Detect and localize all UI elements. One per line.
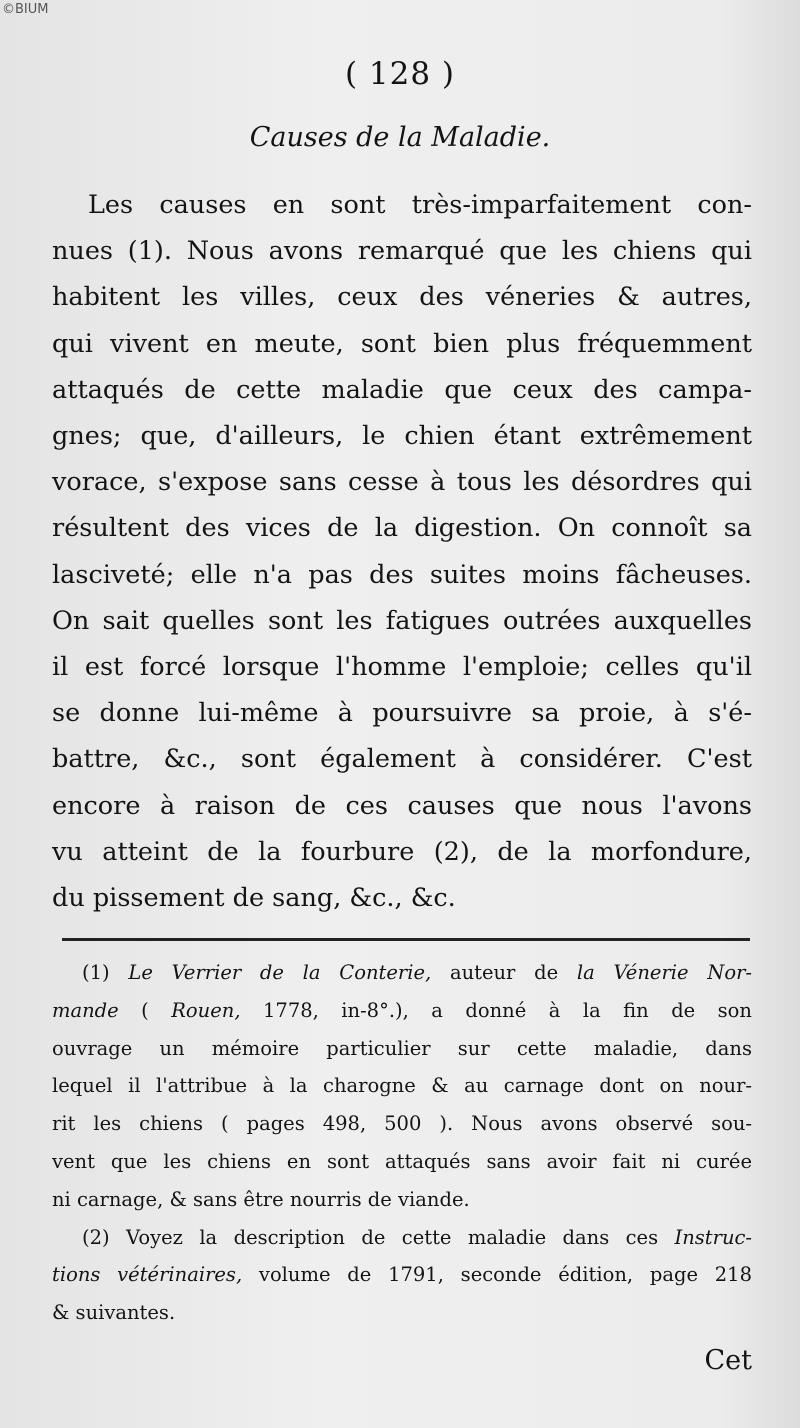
footnote-1-text: 1778, in-8°.), a donné à la fin de son (263, 998, 752, 1022)
footnote-1-line: lequel il l'attribue à la charogne & au carnage dont on nour- (52, 1074, 752, 1098)
footnote-2-marker: (2) (82, 1225, 110, 1249)
footnote-2-title: Instruc- (674, 1225, 753, 1249)
footnote-2-title-end: tions vétérinaires, (52, 1263, 243, 1287)
library-watermark: ©BIUM (2, 2, 49, 17)
text-line: nues (1). Nous avons remarqué que les chiens qui (52, 236, 752, 267)
text-line: se donne lui-même à poursuivre sa proie, à s'é- (52, 698, 752, 729)
text-line: qui vivent en meute, sont bien plus fréquemment (52, 328, 752, 359)
footnote-1-book-title-end: mande (52, 998, 119, 1022)
footnote-2-line (52, 1256, 752, 1294)
text-line: il est forcé lorsque l'homme l'emploie; celles qu'il (52, 652, 752, 683)
footnotes (52, 954, 752, 1332)
text-line: Les causes en sont très-imparfaitement con- (88, 190, 752, 220)
footnote-1-city: Rouen, (171, 998, 241, 1022)
text-line: gnes; que, d'ailleurs, le chien étant extrêmement (52, 421, 752, 452)
catchword: Cet (704, 1345, 752, 1376)
footnote-1-line: ouvrage un mémoire particulier sur cette maladie, dans (52, 1036, 752, 1060)
text-line: lasciveté; elle n'a pas des suites moins fâcheuses. (52, 559, 752, 590)
footnote-1-line: rit les chiens ( pages 498, 500 ). Nous avons observé sou- (52, 1112, 752, 1136)
text-line: résultent des vices de la digestion. On connoît sa (52, 513, 752, 544)
footnote-1-line (52, 954, 752, 992)
text-line: habitent les villes, ceux des véneries & autres, (52, 282, 752, 313)
footnote-1-book-title: la Vénerie Nor- (576, 961, 752, 984)
text-line: On sait quelles sont les fatigues outrées auxquelles (52, 605, 752, 636)
text-line: attaqués de cette maladie que ceux des campa- (52, 374, 752, 405)
text-line: vorace, s'expose sans cesse à tous les désordres qui (52, 467, 752, 498)
footnote-2-line: & suivantes. (52, 1301, 176, 1325)
footnote-1-author: Le Verrier de la Conterie, (128, 961, 432, 984)
page-number: ( 128 ) (344, 56, 456, 92)
text-line: du pissement de sang, &c., &c. (52, 883, 456, 914)
text-line: encore à raison de ces causes que nous l'avons (52, 790, 752, 821)
footnote-2-line (52, 1219, 752, 1257)
footnote-divider (62, 938, 750, 941)
footnote-1-text: ( (141, 998, 149, 1022)
footnote-2-text: volume de 1791, seconde édition, page 218 (258, 1263, 752, 1287)
footnote-1-line: vent que les chiens en sont attaqués sans avoir fait ni curée (52, 1149, 752, 1173)
main-paragraph (52, 182, 752, 921)
section-title: Causes de la Maladie. (249, 122, 551, 153)
footnote-1-line: ni carnage, & sans être nourris de viande. (52, 1187, 470, 1211)
footnote-2-text: Voyez la description de cette maladie dans ces (126, 1225, 659, 1249)
footnote-1-text: auteur de (449, 961, 559, 984)
text-line: vu atteint de la fourbure (2), de la morfondure, (52, 836, 752, 867)
text-line: battre, &c., sont également à considérer. C'est (52, 744, 752, 775)
footnote-1-marker: (1) (82, 961, 110, 984)
footnote-1-line (52, 992, 752, 1030)
